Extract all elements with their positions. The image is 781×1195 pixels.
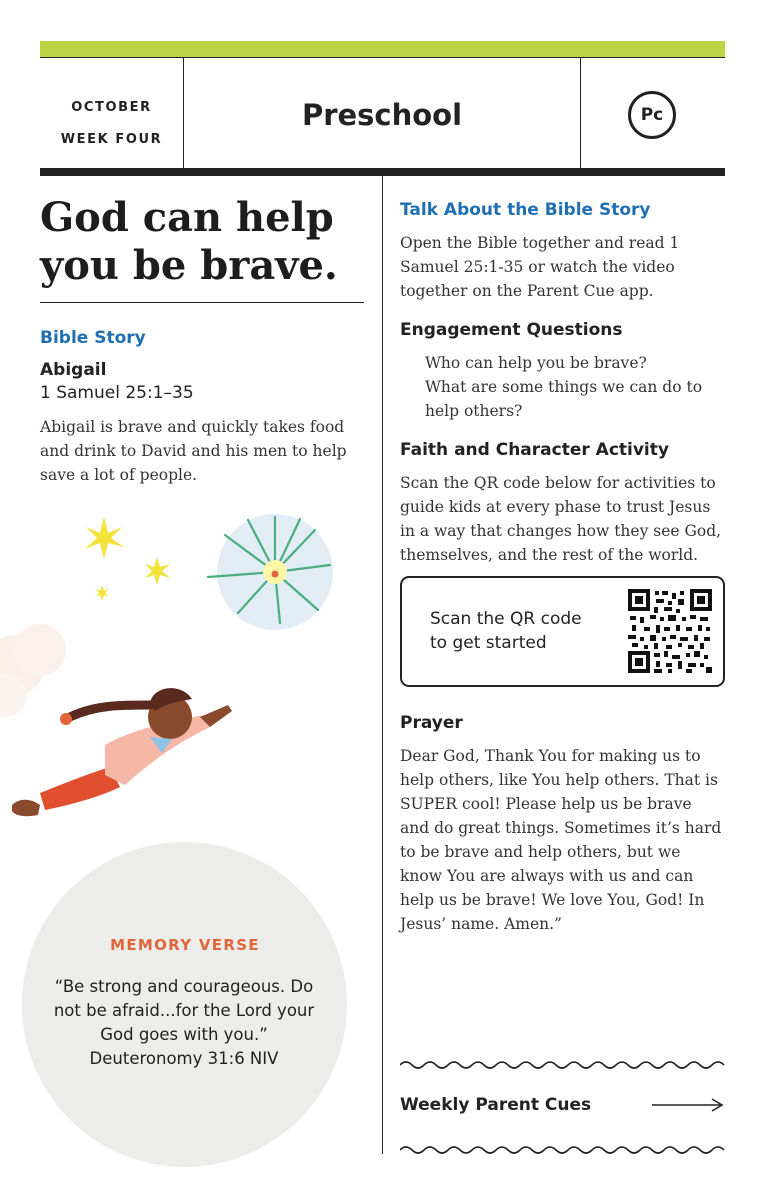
prayer-heading: Prayer — [400, 713, 463, 733]
bible-story-heading: Bible Story — [40, 328, 146, 348]
activity-text: Scan the QR code below for activities to guide kids at every phase to trust Jesus in a way that changes how they see God, themselves, and the rest of the world. — [400, 474, 722, 564]
prayer-text: Dear God, Thank You for making us to help others, like You help others. That is SUPER cool! Please help us be brave and do great things. Sometimes it’s hard to be brave and help others, but we know You are always with us and can help us be brave! We love You, God! In Jesus’ name. Amen.” — [400, 747, 722, 933]
page-title: Preschool — [301, 98, 463, 132]
cloud-decoration — [0, 624, 66, 717]
headline — [40, 194, 370, 290]
wavy-divider — [400, 1143, 725, 1157]
weekly-parent-cues-link[interactable]: Weekly Parent Cues — [400, 1095, 592, 1115]
logo-text: Pc — [640, 105, 664, 125]
arrow-right-icon[interactable] — [650, 1097, 726, 1113]
question-text: What are some things we can do to help others? — [425, 378, 703, 420]
qr-line-2: to get started — [430, 633, 547, 653]
headline-line-1: God can help — [40, 194, 334, 241]
pc-logo-icon — [628, 91, 676, 139]
talk-heading: Talk About the Bible Story — [400, 200, 651, 220]
month-label: OCTOBER — [71, 100, 152, 115]
story-summary: Abigail is brave and quickly takes food and drink to David and his men to help save a lot of people. — [40, 418, 347, 484]
question-text: Who can help you be brave? — [425, 354, 647, 372]
list-item — [400, 351, 725, 375]
activity-heading: Faith and Character Activity — [400, 440, 669, 460]
list-item — [400, 375, 725, 423]
flying-girl-illustration — [0, 505, 382, 835]
girl-figure — [12, 688, 232, 816]
header-divider — [580, 58, 581, 168]
week-label: WEEK FOUR — [60, 132, 163, 147]
engagement-heading: Engagement Questions — [400, 320, 623, 340]
story-reference: 1 Samuel 25:1–35 — [40, 383, 194, 403]
engagement-list — [400, 351, 725, 423]
star-icons — [85, 517, 170, 601]
header-bottom-rule — [40, 168, 725, 176]
wavy-divider — [400, 1058, 725, 1072]
qr-code-icon[interactable] — [628, 589, 712, 673]
memory-verse — [48, 975, 320, 1071]
talk-text: Open the Bible together and read 1 Samuel 25:1-35 or watch the video together on the Parent Cue app. — [400, 234, 680, 300]
memory-verse-reference: Deuteronomy 31:6 NIV — [89, 1049, 279, 1068]
memory-verse-text: “Be strong and courageous. Do not be afraid...for the Lord your God goes with you.” — [53, 977, 315, 1044]
story-title: Abigail — [40, 360, 107, 380]
qr-line-1: Scan the QR code — [430, 609, 582, 629]
headline-line-2: you be brave. — [40, 242, 338, 289]
column-divider — [382, 176, 383, 1154]
headline-rule — [40, 302, 364, 303]
date-label — [40, 92, 183, 156]
memory-verse-label: MEMORY VERSE — [110, 936, 260, 954]
accent-top-bar — [40, 41, 725, 57]
firework-icon — [208, 514, 333, 630]
qr-text — [430, 607, 610, 655]
